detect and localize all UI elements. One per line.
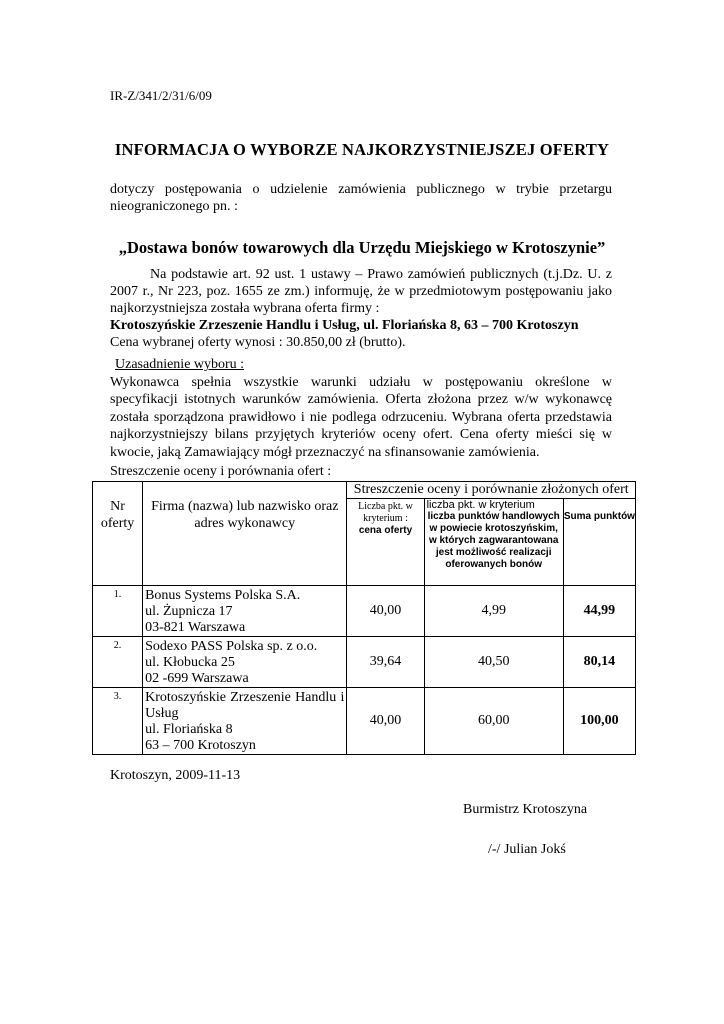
intro-text: dotyczy postępowania o udzielenie zamówienia publicznego w trybie przetargu nieograniczonego pn. :: [110, 182, 612, 214]
header-group: Streszczenie oceny i porównanie złożonych ofert: [347, 482, 636, 499]
header-offer-number: Nr oferty: [93, 482, 143, 586]
row-firm: Krotoszyńskie Zrzeszenie Handlu i Usług ul. Floriańska 8 63 – 700 Krotoszyn: [143, 688, 347, 755]
justification-heading: Uzasadnienie wyboru :: [115, 357, 245, 372]
document-reference: IR-Z/341/2/31/6/09: [110, 88, 212, 103]
row-sum: 44,99: [563, 586, 635, 637]
row-points-outlets: 4,99: [424, 586, 563, 637]
criterion-price-label: Liczba pkt. w kryterium :: [358, 501, 413, 524]
row-number: 1.: [93, 586, 143, 637]
row-points-outlets: 40,50: [424, 637, 563, 688]
row-sum: 100,00: [563, 688, 635, 755]
row-points-price: 40,00: [347, 586, 424, 637]
offers-table: [92, 481, 636, 755]
justification-text: Wykonawca spełnia wszystkie warunki udziału w postępowaniu określone w specyfikacji istotnych warunków zamówienia. Oferta złożona przez w/w wykonawcę została sporządzona prawidłowo i nie podlega odrzuceniu. Wybrana oferta przedstawia najkorzystniejszy bilans przyjętych kryteriów oceny ofert. Cena oferty mieści się w kwocie, jaką Zamawiający mógł przeznaczyć na sfinansowanie zamówienia.: [110, 375, 612, 460]
table-row: [93, 586, 636, 637]
row-points-price: 40,00: [347, 688, 424, 755]
row-number: 2.: [93, 637, 143, 688]
signatory-name: /-/ Julian Jokś: [488, 842, 566, 857]
row-points-outlets: 60,00: [424, 688, 563, 755]
decision-paragraph: [110, 266, 612, 351]
place-date: Krotoszyn, 2009-11-13: [110, 768, 241, 783]
signatory-title: Burmistrz Krotoszyna: [463, 802, 588, 817]
criterion-outlets-label: liczba pkt. w kryterium: [426, 499, 535, 511]
header-firm: Firma (nazwa) lub nazwisko oraz adres wykonawcy: [143, 482, 347, 586]
table-row: [93, 637, 636, 688]
row-firm: Sodexo PASS Polska sp. z o.o. ul. Kłobucka 25 02 -699 Warszawa: [143, 637, 347, 688]
summary-label: Streszczenie oceny i porównania ofert :: [110, 464, 332, 479]
header-sum: Suma punktów: [563, 499, 635, 586]
row-sum: 80,14: [563, 637, 635, 688]
header-criterion-price: [347, 499, 424, 586]
document-title: INFORMACJA O WYBORZE NAJKORZYSTNIEJSZEJ OFERTY: [114, 140, 610, 159]
decision-text: Na podstawie art. 92 ust. 1 ustawy – Prawo zamówień publicznych (t.j.Dz. U. z 2007 r., Nr 223, poz. 1655 ze zm.) informuję, że w przedmiotowym postępowaniu jako najkorzystniejsza została wybrana oferta firmy :: [110, 267, 612, 316]
row-points-price: 39,64: [347, 637, 424, 688]
tender-subject: „Dostawa bonów towarowych dla Urzędu Miejskiego w Krotoszynie”: [118, 238, 606, 257]
row-number: 3.: [93, 688, 143, 755]
criterion-price-name: cena oferty: [358, 525, 413, 536]
table-row: [93, 688, 636, 755]
winner-firm: Krotoszyńskie Zrzeszenie Handlu i Usług, ul. Floriańska 8, 63 – 700 Krotoszyn: [110, 318, 579, 333]
price-text: Cena wybranej oferty wynosi : 30.850,00 zł (brutto).: [110, 335, 406, 350]
header-criterion-outlets: [424, 499, 563, 586]
row-firm: Bonus Systems Polska S.A. ul. Żupnicza 17 03-821 Warszawa: [143, 586, 347, 637]
criterion-outlets-name: liczba punktów handlowych w powiecie krotoszyńskim, w których zagwarantowana jest możliwość realizacji oferowanych bonów: [427, 511, 560, 570]
